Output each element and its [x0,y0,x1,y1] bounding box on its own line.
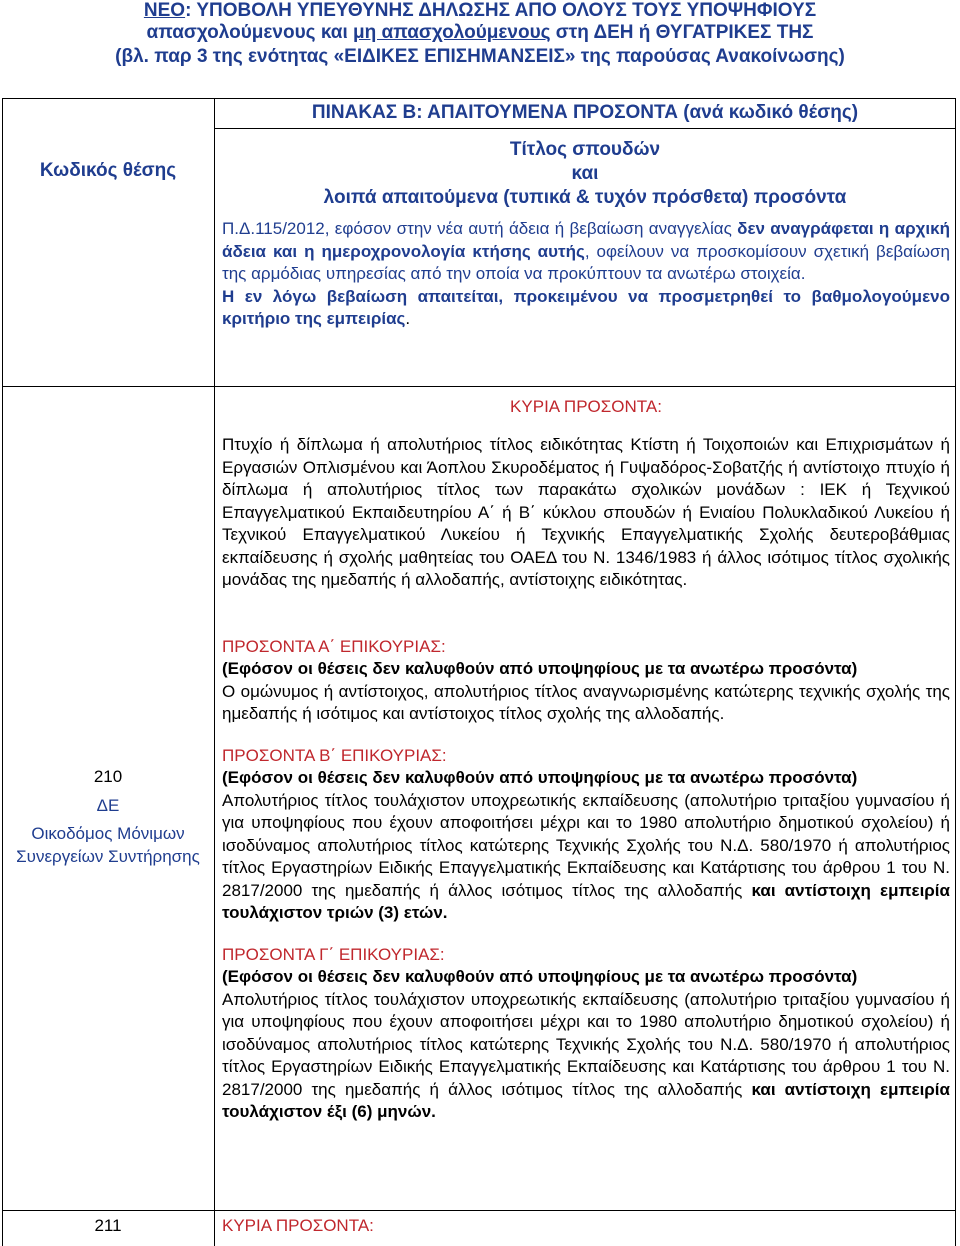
pd-text: 115/2012, εφόσον στην νέα αυτή άδεια ή βεβαίωση αναγγελίας [255,219,732,238]
header-line-2c: στη ΔΕΗ ή ΘΥΓΑΤΡΙΚΕΣ ΤΗΣ [550,22,814,43]
column-header-titles [214,138,956,210]
c-text: Απολυτήριος τίτλος τουλάχιστον υποχρεωτικής εκπαίδευσης (απολυτήριο τριταξίου γυμνασίου ή για υποψηφίους που έχουν αποφοιτήσει μέχρι και το 1980 απολυτήριο δημοτικού σχολείου) ή ισοδύναμος απολυτήριος τίτλος κατώτερης Τεχνικής Σχολής του Ν.Δ. 580/1970 ή απολυτήριος τίτλος Εργαστηρίων Ειδικής Επαγγελματικής Εκπαίδευσης και Κατάρτισης του άρθρου 1 του Ν. 2817/2000 της ημεδαπής ή άλλος ισότιμος τίτλος της αλλοδαπής [222,989,950,1099]
column-header-titles-3: λοιπά απαιτούμενα (τυπικά & τυχόν πρόσθετα) προσόντα [323,187,847,208]
pd-prefix: Π.Δ. [222,219,256,238]
header-line-1-text: : ΥΠΟΒΟΛΗ ΥΠΕΥΘΥΝΗΣ ΔΗΛΩΣΗΣ ΑΠΟ ΟΛΟΥΣ ΤΟΥΣ ΥΠΟΨΗΦΙΟΥΣ [185,0,817,21]
position-210-requirements [222,396,950,1124]
pd-bold-2-end: . [405,309,411,328]
a-condition: (Εφόσον οι θέσεις δεν καλυφθούν από υποψηφίους με τα ανωτέρω προσόντα) [222,659,858,678]
position-211-code: 211 [94,1216,122,1235]
column-header-titles-2: και [571,163,599,184]
a-heading: ΠΡΟΣΟΝΤΑ Α΄ ΕΠΙΚΟΥΡΙΑΣ: [222,636,446,656]
c-qualifications [222,944,950,1124]
header-line-1 [0,0,960,22]
a-text: Ο ομώνυμος ή αντίστοιχος, απολυτήριος τίτλος αναγνωρισμένης κατώτερης τεχνικής σχολής της ημεδαπής ή ισότιμος και αντίστοιχος τίτλος σχολής της αλλοδαπής. [222,681,950,723]
table-title-divider [214,128,956,129]
position-211-main-heading: ΚΥΡΙΑ ΠΡΟΣΟΝΤΑ: [222,1216,374,1235]
pd-bold-1: δεν αναγράφεται η αρχική άδεια και η ημεροχρονολογία κτήσης αυτής [222,219,950,261]
row-divider-1 [2,386,956,387]
main-qualifications-heading: ΚΥΡΙΑ ΠΡΟΣΟΝΤΑ: [510,397,662,416]
table-border-right [955,98,956,1246]
b-experience: και αντίστοιχη εμπειρία τουλάχιστον τριών (3) ετών. [222,880,950,922]
table-title: ΠΙΝΑΚΑΣ Β: ΑΠΑΙΤΟΥΜΕΝΑ ΠΡΟΣΟΝΤΑ (ανά κωδικό θέσης) [311,102,859,123]
column-header-code: Κωδικός θέσης [39,160,177,181]
main-qualifications-text: Πτυχίο ή δίπλωμα ή απολυτήριος τίτλος ειδικότητας Κτίστη ή Τοιχοποιών και Επιχρισμάτων ή Εργασιών Οπλισμένου και Άοπλου Σκυροδέματος ή Γυψαδόρος-Σοβατζής ή αντίστοιχο πτυχίο ή δίπλωμα ή απολυτήριος τίτλος των παρακάτω σχολικών μονάδων : ΙΕΚ ή Τεχνικού Επαγγελματικού Εκπαιδευτηρίου Α΄ ή Β΄ κύκλου σπουδών ή Ενιαίου Πολυκλαδικού Λυκείου ή Τεχνικού Επαγγελματικού Λυκείου ή Τεχνικής Επαγγελματικής Σχολής δευτεροβάθμιας εκπαίδευσης ή σχολής μαθητείας του ΟΑΕΔ του Ν. 1346/1983 ή άλλος ισότιμος τίτλος σχολικής μονάδας της ημεδαπής ή αλλοδαπής, αντίστοιχης ειδικότητας. [222,435,950,589]
table-border-top [2,98,956,99]
header-line-3: (βλ. παρ 3 της ενότητας «ΕΙΔΙΚΕΣ ΕΠΙΣΗΜΑΝΣΕΙΣ» της παρούσας Ανακοίνωσης) [115,46,845,67]
position-code: 210 [93,767,123,786]
new-label: ΝΕΟ [143,0,186,21]
a-qualifications [222,636,950,726]
pd-bold-2: Η εν λόγω βεβαίωση απαιτείται, προκειμένου να προσμετρηθεί το βαθμολογούμενο κριτήριο της εμπειρίας [222,286,950,328]
table-border-left [2,98,3,1246]
c-experience: και αντίστοιχη εμπειρία τουλάχιστον έξι (6) μηνών. [222,1079,950,1121]
c-text-block [222,989,950,1124]
b-text-block [222,790,950,925]
position-210-id [2,764,214,868]
b-heading: ΠΡΟΣΟΝΤΑ Β΄ ΕΠΙΚΟΥΡΙΑΣ: [222,745,447,765]
header-line-2a: απασχολούμενους και [146,22,354,43]
pd-note [222,218,950,331]
column-header-titles-1: Τίτλος σπουδών [509,139,661,160]
c-condition: (Εφόσον οι θέσεις δεν καλυφθούν από υποψηφίους με τα ανωτέρω προσόντα) [222,967,858,986]
position-name: Οικοδόμος Μόνιμων Συνεργείων Συντήρησης [16,824,200,866]
c-heading: ΠΡΟΣΟΝΤΑ Γ΄ ΕΠΙΚΟΥΡΙΑΣ: [222,944,445,964]
b-condition: (Εφόσον οι θέσεις δεν καλυφθούν από υποψηφίους με τα ανωτέρω προσόντα) [222,768,858,787]
table-column-divider [214,98,215,1246]
b-qualifications [222,745,950,925]
row-divider-2 [2,1210,956,1211]
header-line-2 [0,22,960,44]
position-unit: ΔΕ [96,796,120,815]
pd-rest-1: , οφείλουν να προσκομίσουν σχετική βεβαίωση της αρμόδιας υπηρεσίας από την οποία να προκύπτουν τα ανωτέρω στοιχεία. [222,241,950,283]
requirements-table [2,98,956,1246]
b-text: Απολυτήριος τίτλος τουλάχιστον υποχρεωτικής εκπαίδευσης (απολυτήριο τριταξίου γυμνασίου ή για υποψηφίους που έχουν αποφοιτήσει μέχρι και το 1980 απολυτήριο δημοτικού σχολείου) ή ισοδύναμος απολυτήριος τίτλος κατώτερης Τεχνικής Σχολής του Ν.Δ. 580/1970 ή απολυτήριος τίτλος Εργαστηρίων Ειδικής Επαγγελματικής Εκπαίδευσης και Κατάρτισης του άρθρου 1 του Ν. 2817/2000 της ημεδαπής ή άλλος ισότιμος τίτλος της αλλοδαπής [222,790,950,900]
header-line-2b: μη απασχολούμενους [353,22,551,43]
